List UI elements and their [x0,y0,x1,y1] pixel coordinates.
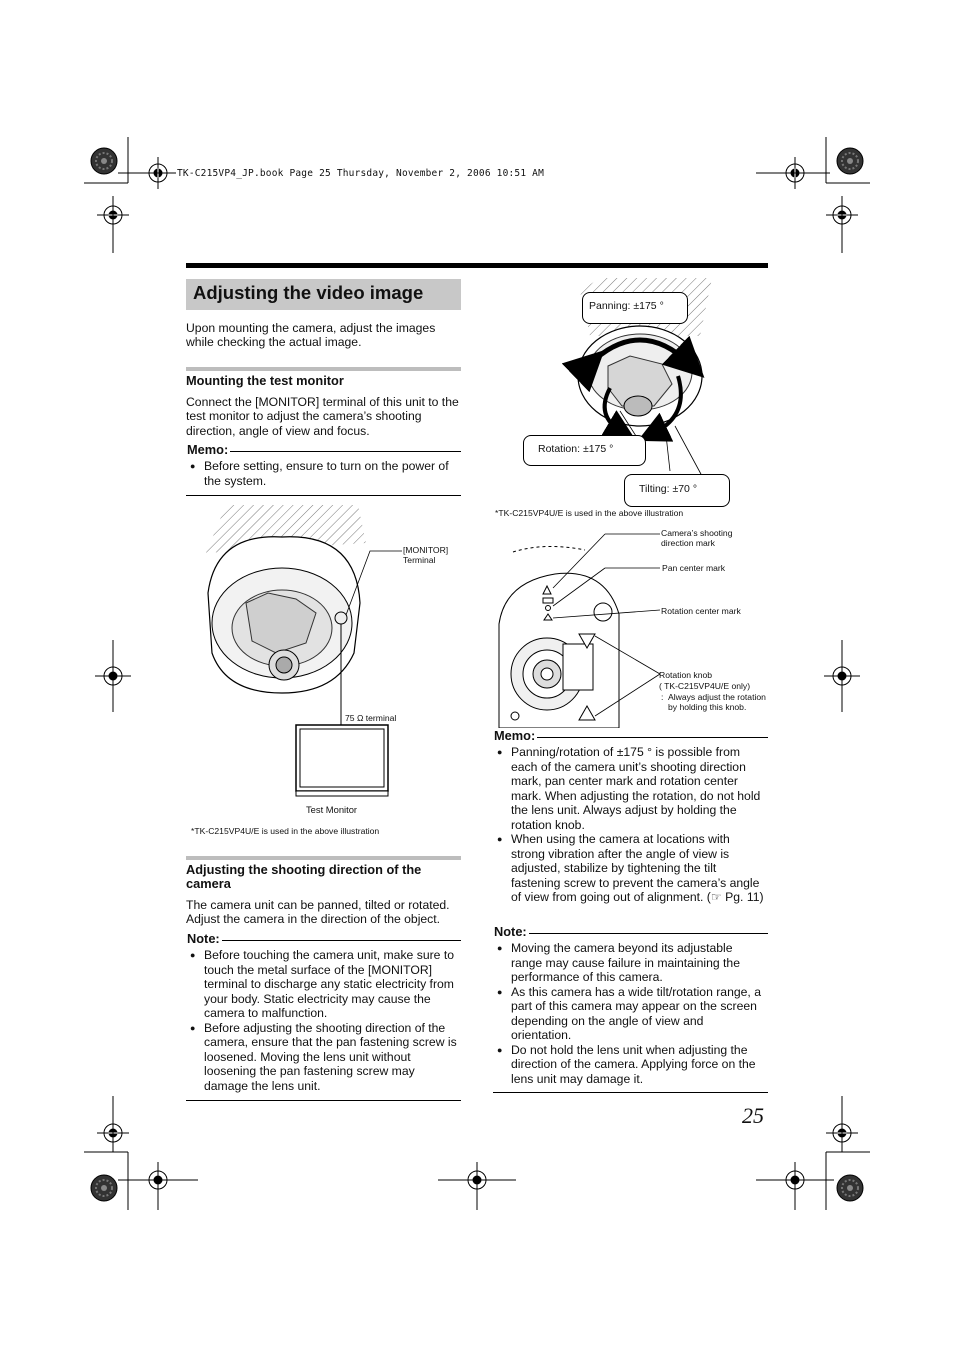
lens-icon [624,396,652,416]
rotation-callout [523,435,646,466]
memo-end-rule [186,495,461,496]
memo-list [493,745,767,905]
ohm-terminal-label: 75 Ω terminal [345,713,397,723]
panning-label: Panning: ±175 ° [589,300,664,312]
page-title: Adjusting the video image [193,282,424,303]
note-list [493,941,767,1086]
section-rule [186,367,461,371]
rotation-center-label: Rotation center mark [661,606,741,616]
memo-label-row [187,442,461,457]
note-list [186,948,461,1093]
note-end-rule [186,1100,461,1101]
memo-item: ● Before setting, ensure to turn on the power of the system. [186,459,461,488]
note-end-rule [493,1092,768,1093]
monitor-terminal-label: [MONITOR] Terminal [403,545,449,565]
memo-label: Memo: [494,728,536,743]
panning-callout [582,292,688,324]
intro-text: Upon mounting the camera, adjust the images while checking the actual image. [186,321,436,350]
section-heading-test-monitor: Mounting the test monitor [186,373,344,388]
section-rule [186,856,461,860]
note-label: Note: [187,931,220,946]
page-number: 25 [742,1103,764,1128]
figure1-footnote: *TK-C215VP4U/E is used in the above illustration [191,826,380,836]
rotation-knob-colon: : [661,692,664,702]
note-item: ● Moving the camera beyond its adjustable range may cause failure in maintaining the performance of this camera. [493,941,767,985]
top-rule [186,263,768,268]
figure2-footnote: *TK-C215VP4U/E is used in the above illustration [495,508,684,518]
note-label-row [187,931,461,946]
test-monitor-label: Test Monitor [306,804,358,815]
rotation-label: Rotation: ±175 ° [538,443,614,455]
memo-label: Memo: [187,442,229,457]
monitor-terminal-icon [335,612,347,624]
memo-item: ● When using the camera at locations with strong vibration after the angle of view is adjusted, stabilize by tightening the tilt fastening screw to prevent the camera’s angle of view from going out of alignment. (☞ Pg. 11) [493,832,767,905]
tilting-callout [624,474,730,507]
camera-marks-illustration [495,524,665,728]
note-label: Note: [494,924,527,939]
note-item: ● Do not hold the lens unit when adjusting the direction of the camera. Applying force on the lens unit may damage it. [493,1043,767,1087]
rotation-knob-model: ( TK-C215VP4U/E only) [659,681,751,691]
memo-label-row [494,728,768,743]
pan-center-label: Pan center mark [662,563,726,573]
section-body-shooting-direction: The camera unit can be panned, tilted or rotated. Adjust the camera in the direction of the object. [186,898,450,927]
section-heading-shooting-direction: Adjusting the shooting direction of the camera [186,862,422,891]
note-item: ● Before touching the camera unit, make sure to touch the metal surface of the [MONITOR] terminal to discharge any static electricity from your body. Static electricity may cause the camera to malfunction. [186,948,461,1021]
tilting-label: Tilting: ±70 ° [639,483,698,495]
print-file-line: TK-C215VP4_JP.book Page 25 Thursday, November 2, 2006 10:51 AM [177,168,545,179]
memo-list [186,459,461,488]
rotation-knob-note: Always adjust the rotation by holding this knob. [668,692,766,712]
rotation-knob-label: Rotation knob [659,670,713,680]
pan-center-mark-icon [546,606,551,611]
note-item: ● As this camera has a wide tilt/rotation range, a part of this camera may appear on the screen depending on the angle of view and orientation. [493,985,767,1043]
page-title-box [186,279,461,310]
section-body-test-monitor: Connect the [MONITOR] terminal of this unit to the test monitor to adjust the camera’s shooting direction, angle of view and focus. [186,395,459,438]
note-label-row [494,924,768,939]
shooting-mark-label: Camera’s shooting direction mark [661,528,733,548]
note-item: ● Before adjusting the shooting direction of the camera, ensure that the pan fastening screw is loosened. Moving the lens unit without loosening the pan fastening screw may damage the lens unit. [186,1021,461,1094]
memo-item: ● Panning/rotation of ±175 ° is possible from each of the camera unit’s shooting direction mark, pan center mark and rotation center mark. When adjusting the rotation, do not hold the lens unit. Always adjust by holding the rotation knob. [493,745,767,832]
